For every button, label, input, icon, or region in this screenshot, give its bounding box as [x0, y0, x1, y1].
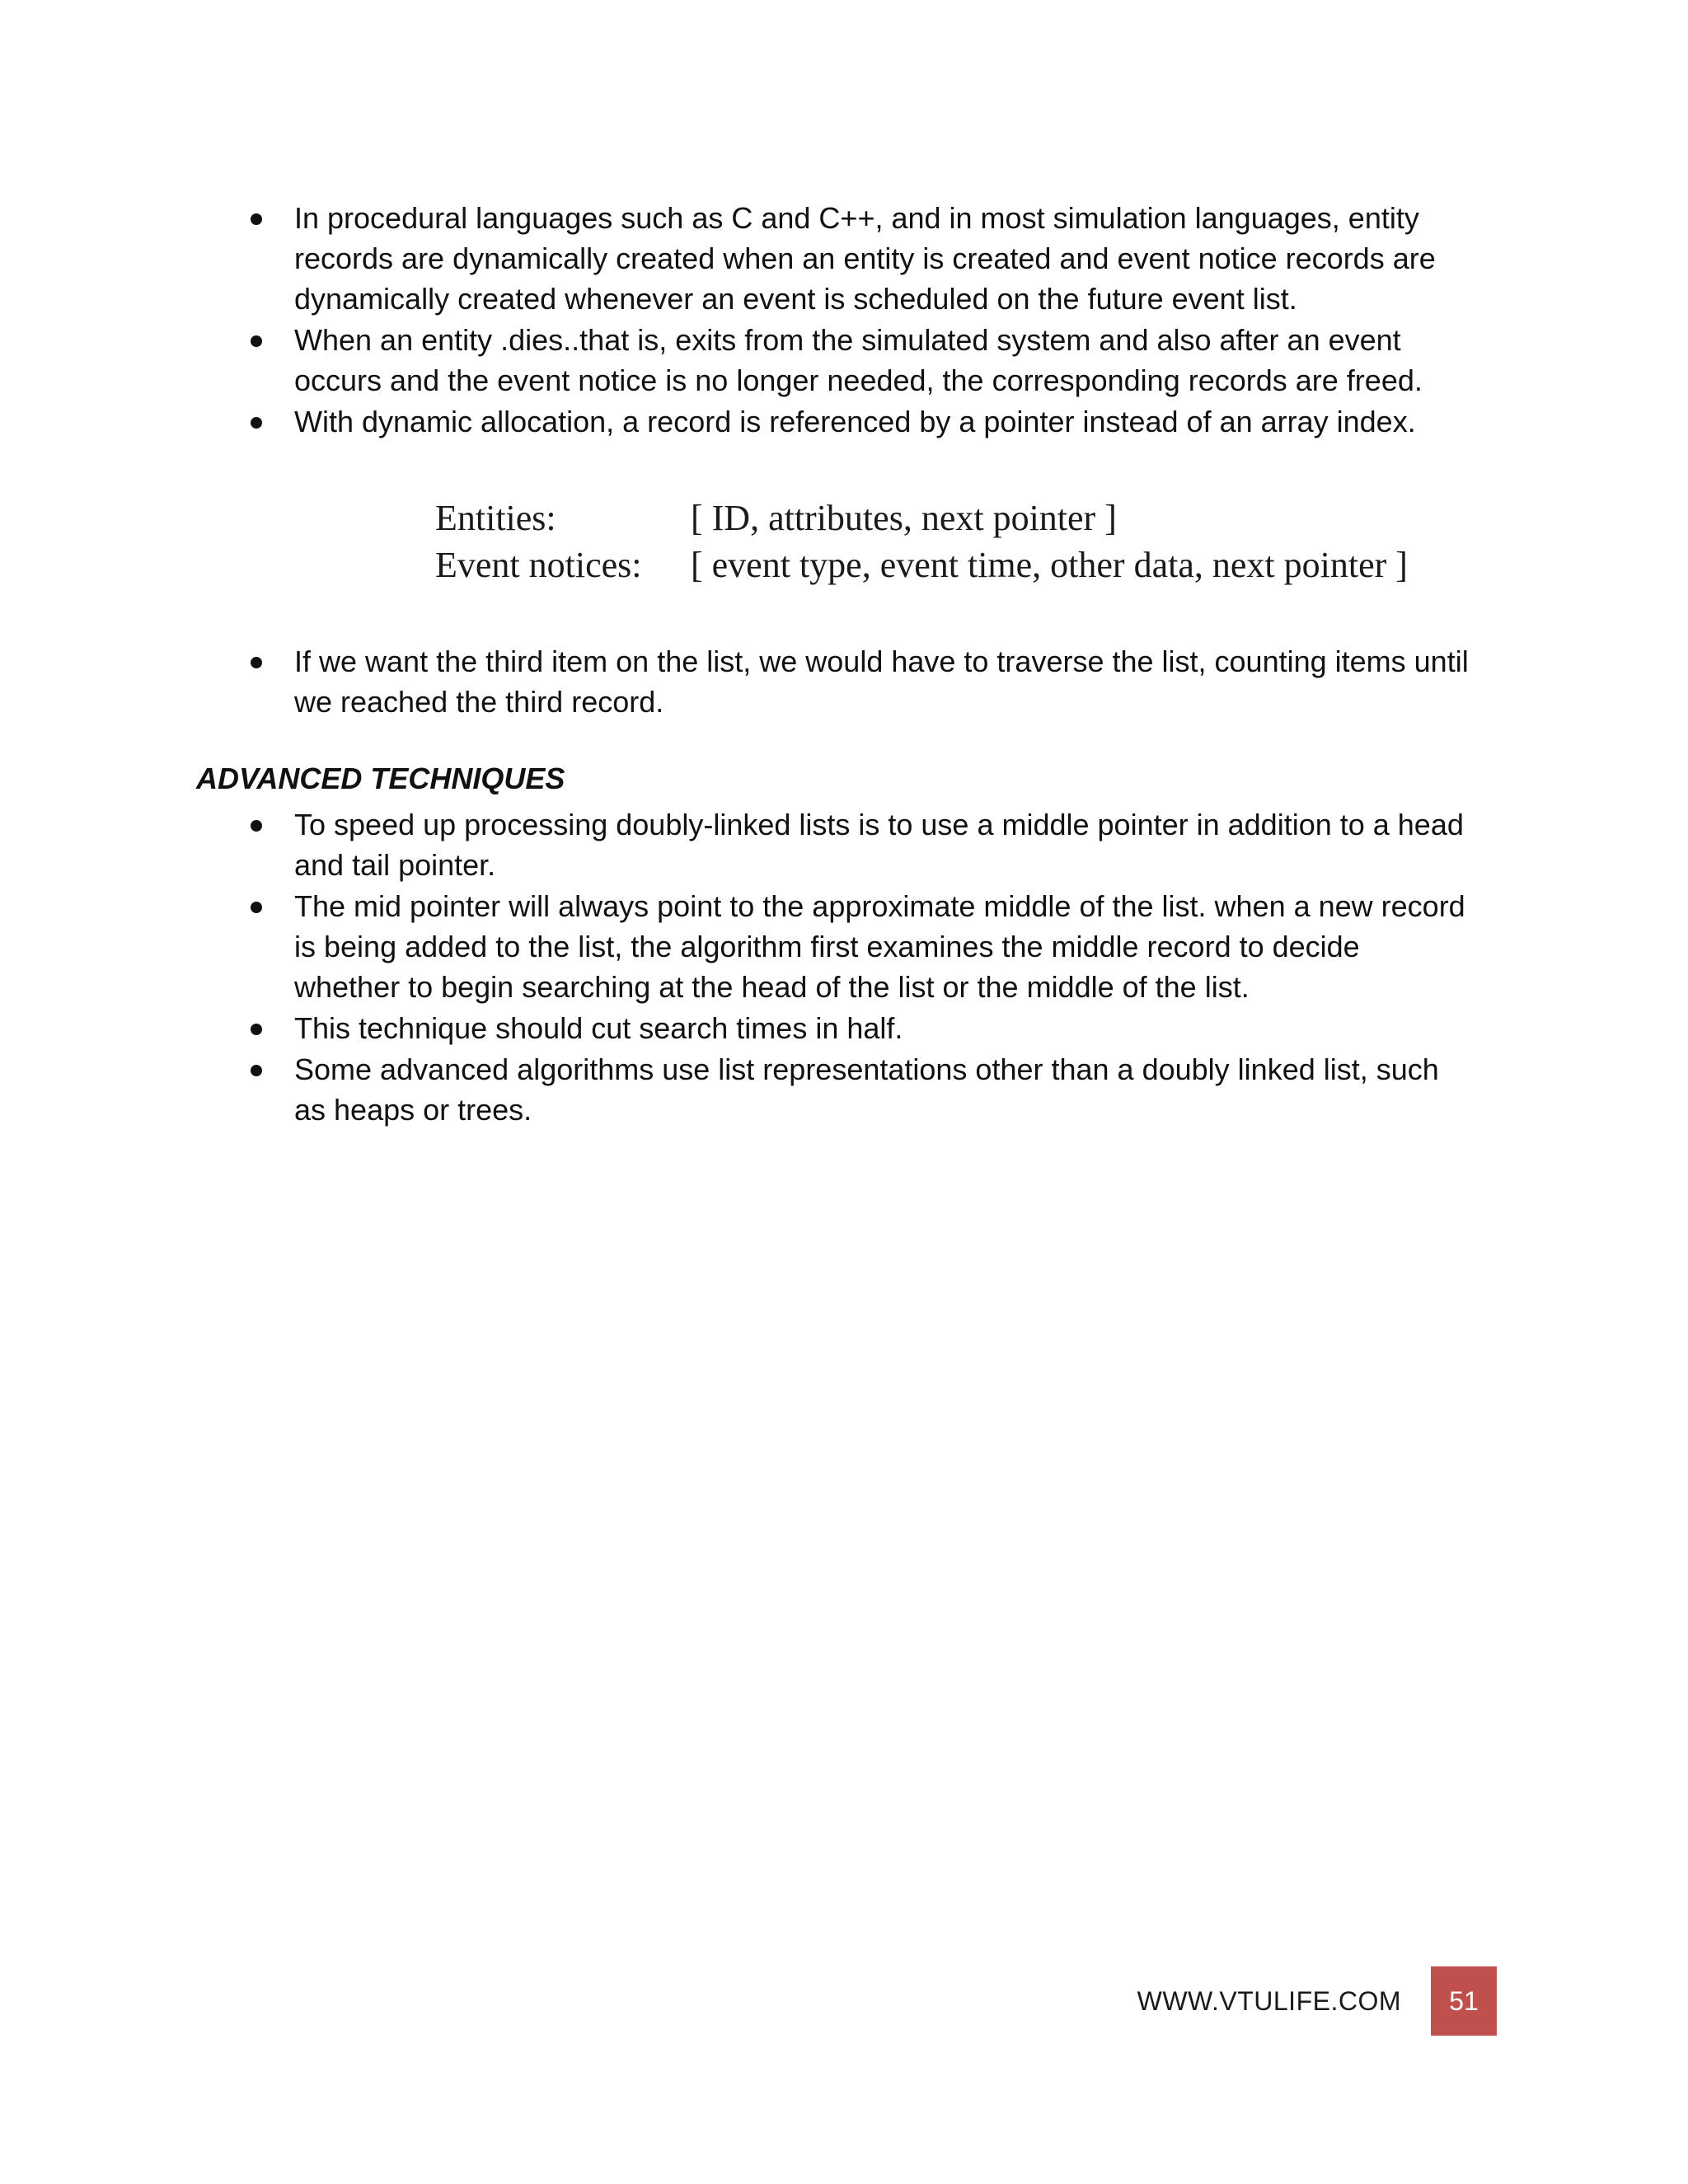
record-label: Entities:: [435, 498, 556, 538]
record-format-figure: [435, 494, 1474, 588]
page-number-badge: 51: [1431, 1966, 1497, 2036]
section-heading: ADVANCED TECHNIQUES: [196, 762, 565, 795]
bullet-list-advanced-techniques: [294, 804, 1473, 1131]
record-value: [ event type, event time, other data, next pointer ]: [691, 545, 1408, 585]
bullet-list-dynamic-allocation: [294, 198, 1473, 443]
page-footer: [0, 1966, 1688, 2036]
list-item: When an entity .dies..that is, exits from the simulated system and also after an event occurs and the event notice is no longer needed, the corresponding records are freed.: [294, 320, 1473, 401]
list-item: The mid pointer will always point to the approximate middle of the list. when a new record is being added to the list, the algorithm first examines the middle record to decide whether to begin searching at the head of the list or the middle of the list.: [294, 886, 1473, 1007]
record-value: [ ID, attributes, next pointer ]: [691, 498, 1117, 538]
bullet-list-traversal: [294, 641, 1473, 723]
list-item: To speed up processing doubly-linked lists is to use a middle pointer in addition to a head and tail pointer.: [294, 804, 1473, 885]
list-item: With dynamic allocation, a record is referenced by a pointer instead of an array index.: [294, 401, 1473, 442]
list-item: In procedural languages such as C and C++, and in most simulation languages, entity records are dynamically created when an entity is created and event notice records are dynamically created whenever an event is scheduled on the future event list.: [294, 198, 1473, 319]
record-row-event-notices: [435, 541, 1474, 588]
record-label: Event notices:: [435, 545, 642, 585]
record-row-entities: [435, 494, 1474, 541]
list-item: If we want the third item on the list, we would have to traverse the list, counting items until we reached the third record.: [294, 641, 1473, 722]
list-item: Some advanced algorithms use list representations other than a doubly linked list, such as heaps or trees.: [294, 1049, 1473, 1130]
footer-site-name: WWW.VTULIFE.COM: [1137, 1986, 1401, 2016]
list-item: This technique should cut search times in half.: [294, 1008, 1473, 1048]
